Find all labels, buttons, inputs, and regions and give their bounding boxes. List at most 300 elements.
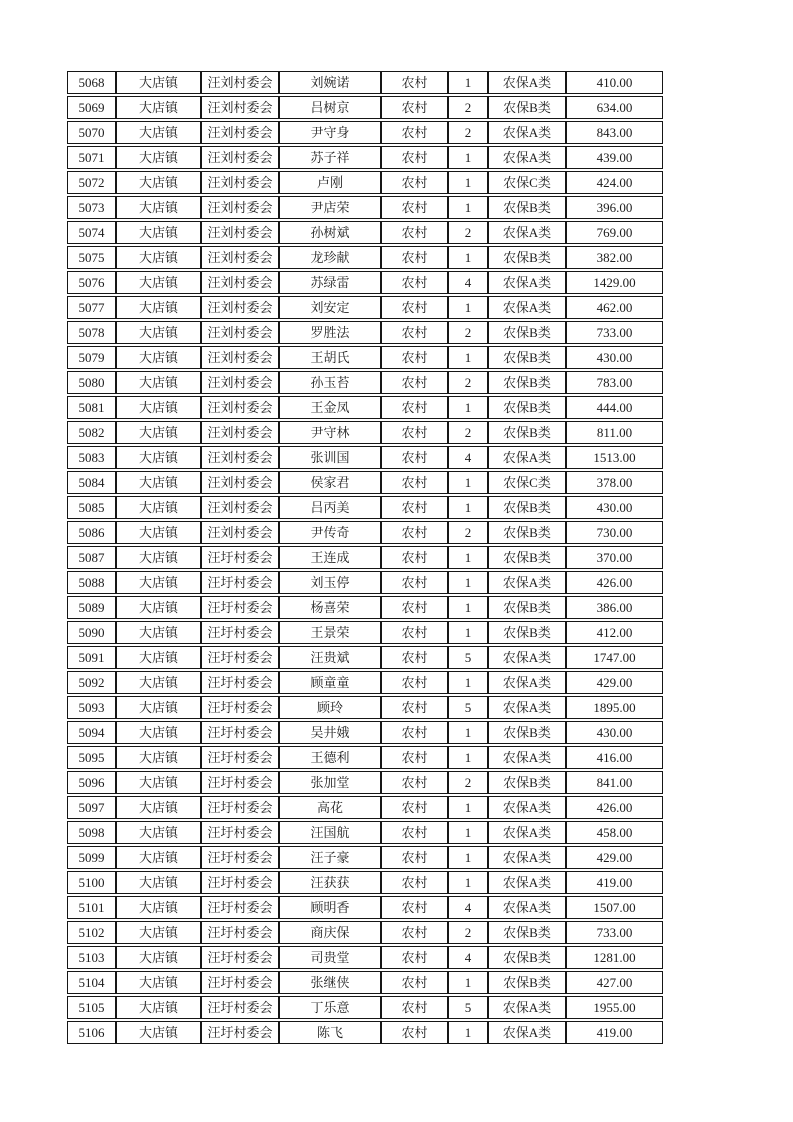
serial-cell: 5076 bbox=[67, 271, 116, 294]
person-name-cell: 司贵堂 bbox=[279, 946, 381, 969]
amount-cell: 730.00 bbox=[566, 521, 663, 544]
village-committee-cell: 汪圩村委会 bbox=[201, 921, 279, 944]
town-cell: 大店镇 bbox=[116, 196, 201, 219]
insurance-category-cell: 农保B类 bbox=[488, 596, 566, 619]
town-cell: 大店镇 bbox=[116, 846, 201, 869]
person-count-cell: 1 bbox=[448, 146, 488, 169]
residence-type-cell: 农村 bbox=[381, 221, 448, 244]
insurance-category-cell: 农保B类 bbox=[488, 246, 566, 269]
person-count-cell: 4 bbox=[448, 446, 488, 469]
amount-cell: 429.00 bbox=[566, 671, 663, 694]
table-row bbox=[67, 721, 663, 744]
serial-cell: 5079 bbox=[67, 346, 116, 369]
village-committee-cell: 汪圩村委会 bbox=[201, 596, 279, 619]
person-name-cell: 吕树京 bbox=[279, 96, 381, 119]
person-count-cell: 1 bbox=[448, 471, 488, 494]
amount-cell: 769.00 bbox=[566, 221, 663, 244]
insurance-category-cell: 农保A类 bbox=[488, 271, 566, 294]
serial-cell: 5101 bbox=[67, 896, 116, 919]
town-cell: 大店镇 bbox=[116, 371, 201, 394]
village-committee-cell: 汪圩村委会 bbox=[201, 1021, 279, 1044]
town-cell: 大店镇 bbox=[116, 771, 201, 794]
village-committee-cell: 汪圩村委会 bbox=[201, 546, 279, 569]
town-cell: 大店镇 bbox=[116, 796, 201, 819]
insurance-category-cell: 农保A类 bbox=[488, 646, 566, 669]
insurance-category-cell: 农保A类 bbox=[488, 696, 566, 719]
insurance-category-cell: 农保A类 bbox=[488, 71, 566, 94]
residence-type-cell: 农村 bbox=[381, 971, 448, 994]
person-name-cell: 刘玉停 bbox=[279, 571, 381, 594]
table-row bbox=[67, 946, 663, 969]
residence-type-cell: 农村 bbox=[381, 346, 448, 369]
residence-type-cell: 农村 bbox=[381, 621, 448, 644]
town-cell: 大店镇 bbox=[116, 671, 201, 694]
table-body bbox=[67, 71, 663, 1044]
town-cell: 大店镇 bbox=[116, 546, 201, 569]
person-name-cell: 商庆保 bbox=[279, 921, 381, 944]
insurance-category-cell: 农保A类 bbox=[488, 796, 566, 819]
amount-cell: 1513.00 bbox=[566, 446, 663, 469]
amount-cell: 370.00 bbox=[566, 546, 663, 569]
residence-type-cell: 农村 bbox=[381, 1021, 448, 1044]
amount-cell: 386.00 bbox=[566, 596, 663, 619]
amount-cell: 430.00 bbox=[566, 721, 663, 744]
table-row bbox=[67, 896, 663, 919]
village-committee-cell: 汪刘村委会 bbox=[201, 296, 279, 319]
serial-cell: 5099 bbox=[67, 846, 116, 869]
amount-cell: 416.00 bbox=[566, 746, 663, 769]
town-cell: 大店镇 bbox=[116, 896, 201, 919]
amount-cell: 444.00 bbox=[566, 396, 663, 419]
person-count-cell: 1 bbox=[448, 821, 488, 844]
residence-type-cell: 农村 bbox=[381, 871, 448, 894]
village-committee-cell: 汪刘村委会 bbox=[201, 271, 279, 294]
person-count-cell: 4 bbox=[448, 946, 488, 969]
village-committee-cell: 汪刘村委会 bbox=[201, 446, 279, 469]
town-cell: 大店镇 bbox=[116, 571, 201, 594]
person-name-cell: 王景荣 bbox=[279, 621, 381, 644]
insurance-category-cell: 农保B类 bbox=[488, 96, 566, 119]
residence-type-cell: 农村 bbox=[381, 996, 448, 1019]
residence-type-cell: 农村 bbox=[381, 446, 448, 469]
amount-cell: 430.00 bbox=[566, 496, 663, 519]
residence-type-cell: 农村 bbox=[381, 271, 448, 294]
town-cell: 大店镇 bbox=[116, 621, 201, 644]
payment-roster-table bbox=[67, 69, 663, 1046]
amount-cell: 419.00 bbox=[566, 1021, 663, 1044]
person-name-cell: 王金凤 bbox=[279, 396, 381, 419]
serial-cell: 5090 bbox=[67, 621, 116, 644]
village-committee-cell: 汪圩村委会 bbox=[201, 971, 279, 994]
person-name-cell: 孙玉苔 bbox=[279, 371, 381, 394]
serial-cell: 5074 bbox=[67, 221, 116, 244]
town-cell: 大店镇 bbox=[116, 296, 201, 319]
table-row bbox=[67, 221, 663, 244]
insurance-category-cell: 农保B类 bbox=[488, 421, 566, 444]
table-row bbox=[67, 596, 663, 619]
insurance-category-cell: 农保B类 bbox=[488, 321, 566, 344]
village-committee-cell: 汪刘村委会 bbox=[201, 396, 279, 419]
serial-cell: 5104 bbox=[67, 971, 116, 994]
person-name-cell: 张训国 bbox=[279, 446, 381, 469]
table-row bbox=[67, 521, 663, 544]
person-count-cell: 1 bbox=[448, 196, 488, 219]
insurance-category-cell: 农保C类 bbox=[488, 171, 566, 194]
residence-type-cell: 农村 bbox=[381, 71, 448, 94]
insurance-category-cell: 农保B类 bbox=[488, 546, 566, 569]
amount-cell: 410.00 bbox=[566, 71, 663, 94]
serial-cell: 5071 bbox=[67, 146, 116, 169]
table-row bbox=[67, 796, 663, 819]
insurance-category-cell: 农保B类 bbox=[488, 196, 566, 219]
table-row bbox=[67, 271, 663, 294]
residence-type-cell: 农村 bbox=[381, 546, 448, 569]
village-committee-cell: 汪圩村委会 bbox=[201, 746, 279, 769]
serial-cell: 5091 bbox=[67, 646, 116, 669]
village-committee-cell: 汪圩村委会 bbox=[201, 896, 279, 919]
village-committee-cell: 汪刘村委会 bbox=[201, 521, 279, 544]
person-name-cell: 杨喜荣 bbox=[279, 596, 381, 619]
village-committee-cell: 汪圩村委会 bbox=[201, 696, 279, 719]
serial-cell: 5100 bbox=[67, 871, 116, 894]
serial-cell: 5085 bbox=[67, 496, 116, 519]
village-committee-cell: 汪圩村委会 bbox=[201, 771, 279, 794]
person-count-cell: 4 bbox=[448, 896, 488, 919]
residence-type-cell: 农村 bbox=[381, 496, 448, 519]
town-cell: 大店镇 bbox=[116, 921, 201, 944]
insurance-category-cell: 农保B类 bbox=[488, 346, 566, 369]
table-row bbox=[67, 171, 663, 194]
village-committee-cell: 汪圩村委会 bbox=[201, 571, 279, 594]
person-name-cell: 吕丙美 bbox=[279, 496, 381, 519]
serial-cell: 5092 bbox=[67, 671, 116, 694]
person-count-cell: 2 bbox=[448, 96, 488, 119]
village-committee-cell: 汪刘村委会 bbox=[201, 196, 279, 219]
insurance-category-cell: 农保A类 bbox=[488, 121, 566, 144]
village-committee-cell: 汪刘村委会 bbox=[201, 471, 279, 494]
person-count-cell: 4 bbox=[448, 271, 488, 294]
person-name-cell: 尹守林 bbox=[279, 421, 381, 444]
residence-type-cell: 农村 bbox=[381, 421, 448, 444]
residence-type-cell: 农村 bbox=[381, 921, 448, 944]
residence-type-cell: 农村 bbox=[381, 321, 448, 344]
amount-cell: 843.00 bbox=[566, 121, 663, 144]
person-count-cell: 1 bbox=[448, 546, 488, 569]
person-name-cell: 顾玲 bbox=[279, 696, 381, 719]
table-row bbox=[67, 1021, 663, 1044]
village-committee-cell: 汪刘村委会 bbox=[201, 121, 279, 144]
village-committee-cell: 汪刘村委会 bbox=[201, 246, 279, 269]
table-row bbox=[67, 621, 663, 644]
town-cell: 大店镇 bbox=[116, 496, 201, 519]
insurance-category-cell: 农保A类 bbox=[488, 821, 566, 844]
person-count-cell: 1 bbox=[448, 596, 488, 619]
table-row bbox=[67, 371, 663, 394]
table-row bbox=[67, 671, 663, 694]
person-name-cell: 刘安定 bbox=[279, 296, 381, 319]
village-committee-cell: 汪圩村委会 bbox=[201, 796, 279, 819]
town-cell: 大店镇 bbox=[116, 996, 201, 1019]
table-row bbox=[67, 96, 663, 119]
village-committee-cell: 汪刘村委会 bbox=[201, 146, 279, 169]
town-cell: 大店镇 bbox=[116, 346, 201, 369]
insurance-category-cell: 农保A类 bbox=[488, 671, 566, 694]
person-name-cell: 丁乐意 bbox=[279, 996, 381, 1019]
village-committee-cell: 汪圩村委会 bbox=[201, 721, 279, 744]
person-count-cell: 1 bbox=[448, 396, 488, 419]
person-count-cell: 2 bbox=[448, 921, 488, 944]
amount-cell: 426.00 bbox=[566, 571, 663, 594]
serial-cell: 5083 bbox=[67, 446, 116, 469]
serial-cell: 5069 bbox=[67, 96, 116, 119]
table-row bbox=[67, 471, 663, 494]
insurance-category-cell: 农保B类 bbox=[488, 371, 566, 394]
amount-cell: 811.00 bbox=[566, 421, 663, 444]
village-committee-cell: 汪刘村委会 bbox=[201, 421, 279, 444]
serial-cell: 5068 bbox=[67, 71, 116, 94]
residence-type-cell: 农村 bbox=[381, 521, 448, 544]
residence-type-cell: 农村 bbox=[381, 721, 448, 744]
person-count-cell: 1 bbox=[448, 171, 488, 194]
village-committee-cell: 汪刘村委会 bbox=[201, 71, 279, 94]
village-committee-cell: 汪刘村委会 bbox=[201, 321, 279, 344]
town-cell: 大店镇 bbox=[116, 721, 201, 744]
amount-cell: 382.00 bbox=[566, 246, 663, 269]
amount-cell: 424.00 bbox=[566, 171, 663, 194]
table-row bbox=[67, 646, 663, 669]
town-cell: 大店镇 bbox=[116, 446, 201, 469]
insurance-category-cell: 农保A类 bbox=[488, 146, 566, 169]
residence-type-cell: 农村 bbox=[381, 171, 448, 194]
person-name-cell: 王连成 bbox=[279, 546, 381, 569]
person-count-cell: 2 bbox=[448, 521, 488, 544]
insurance-category-cell: 农保B类 bbox=[488, 946, 566, 969]
person-count-cell: 1 bbox=[448, 296, 488, 319]
person-name-cell: 刘婉诺 bbox=[279, 71, 381, 94]
residence-type-cell: 农村 bbox=[381, 671, 448, 694]
residence-type-cell: 农村 bbox=[381, 146, 448, 169]
town-cell: 大店镇 bbox=[116, 146, 201, 169]
village-committee-cell: 汪刘村委会 bbox=[201, 221, 279, 244]
amount-cell: 429.00 bbox=[566, 846, 663, 869]
village-committee-cell: 汪圩村委会 bbox=[201, 946, 279, 969]
person-count-cell: 1 bbox=[448, 621, 488, 644]
amount-cell: 1747.00 bbox=[566, 646, 663, 669]
residence-type-cell: 农村 bbox=[381, 821, 448, 844]
serial-cell: 5072 bbox=[67, 171, 116, 194]
person-name-cell: 龙珍献 bbox=[279, 246, 381, 269]
table-row bbox=[67, 571, 663, 594]
table-row bbox=[67, 121, 663, 144]
town-cell: 大店镇 bbox=[116, 646, 201, 669]
person-name-cell: 罗胜法 bbox=[279, 321, 381, 344]
person-count-cell: 2 bbox=[448, 371, 488, 394]
person-count-cell: 1 bbox=[448, 346, 488, 369]
village-committee-cell: 汪圩村委会 bbox=[201, 646, 279, 669]
town-cell: 大店镇 bbox=[116, 696, 201, 719]
serial-cell: 5080 bbox=[67, 371, 116, 394]
person-count-cell: 1 bbox=[448, 671, 488, 694]
insurance-category-cell: 农保B类 bbox=[488, 396, 566, 419]
person-name-cell: 卢刚 bbox=[279, 171, 381, 194]
town-cell: 大店镇 bbox=[116, 421, 201, 444]
person-count-cell: 2 bbox=[448, 221, 488, 244]
village-committee-cell: 汪刘村委会 bbox=[201, 96, 279, 119]
town-cell: 大店镇 bbox=[116, 746, 201, 769]
residence-type-cell: 农村 bbox=[381, 596, 448, 619]
person-count-cell: 1 bbox=[448, 796, 488, 819]
table-row bbox=[67, 321, 663, 344]
amount-cell: 462.00 bbox=[566, 296, 663, 319]
table-row bbox=[67, 421, 663, 444]
residence-type-cell: 农村 bbox=[381, 246, 448, 269]
serial-cell: 5103 bbox=[67, 946, 116, 969]
person-name-cell: 尹守身 bbox=[279, 121, 381, 144]
table-row bbox=[67, 971, 663, 994]
table-row bbox=[67, 871, 663, 894]
person-count-cell: 1 bbox=[448, 571, 488, 594]
town-cell: 大店镇 bbox=[116, 271, 201, 294]
insurance-category-cell: 农保B类 bbox=[488, 496, 566, 519]
insurance-category-cell: 农保A类 bbox=[488, 221, 566, 244]
amount-cell: 396.00 bbox=[566, 196, 663, 219]
village-committee-cell: 汪圩村委会 bbox=[201, 996, 279, 1019]
town-cell: 大店镇 bbox=[116, 321, 201, 344]
residence-type-cell: 农村 bbox=[381, 571, 448, 594]
table-row bbox=[67, 696, 663, 719]
person-name-cell: 孙树斌 bbox=[279, 221, 381, 244]
table-row bbox=[67, 396, 663, 419]
residence-type-cell: 农村 bbox=[381, 96, 448, 119]
amount-cell: 634.00 bbox=[566, 96, 663, 119]
person-count-cell: 1 bbox=[448, 746, 488, 769]
residence-type-cell: 农村 bbox=[381, 746, 448, 769]
person-name-cell: 张加堂 bbox=[279, 771, 381, 794]
table-row bbox=[67, 821, 663, 844]
amount-cell: 1429.00 bbox=[566, 271, 663, 294]
insurance-category-cell: 农保B类 bbox=[488, 521, 566, 544]
residence-type-cell: 农村 bbox=[381, 471, 448, 494]
residence-type-cell: 农村 bbox=[381, 121, 448, 144]
town-cell: 大店镇 bbox=[116, 246, 201, 269]
person-count-cell: 1 bbox=[448, 71, 488, 94]
serial-cell: 5094 bbox=[67, 721, 116, 744]
serial-cell: 5075 bbox=[67, 246, 116, 269]
amount-cell: 378.00 bbox=[566, 471, 663, 494]
amount-cell: 426.00 bbox=[566, 796, 663, 819]
amount-cell: 1281.00 bbox=[566, 946, 663, 969]
residence-type-cell: 农村 bbox=[381, 771, 448, 794]
amount-cell: 1507.00 bbox=[566, 896, 663, 919]
person-name-cell: 吴井娥 bbox=[279, 721, 381, 744]
amount-cell: 733.00 bbox=[566, 921, 663, 944]
serial-cell: 5102 bbox=[67, 921, 116, 944]
insurance-category-cell: 农保B类 bbox=[488, 771, 566, 794]
insurance-category-cell: 农保A类 bbox=[488, 296, 566, 319]
amount-cell: 841.00 bbox=[566, 771, 663, 794]
village-committee-cell: 汪圩村委会 bbox=[201, 621, 279, 644]
serial-cell: 5089 bbox=[67, 596, 116, 619]
village-committee-cell: 汪圩村委会 bbox=[201, 871, 279, 894]
table-row bbox=[67, 296, 663, 319]
insurance-category-cell: 农保A类 bbox=[488, 896, 566, 919]
person-count-cell: 1 bbox=[448, 246, 488, 269]
residence-type-cell: 农村 bbox=[381, 796, 448, 819]
serial-cell: 5097 bbox=[67, 796, 116, 819]
person-name-cell: 汪获获 bbox=[279, 871, 381, 894]
insurance-category-cell: 农保A类 bbox=[488, 571, 566, 594]
residence-type-cell: 农村 bbox=[381, 696, 448, 719]
serial-cell: 5087 bbox=[67, 546, 116, 569]
person-name-cell: 尹店荣 bbox=[279, 196, 381, 219]
person-count-cell: 1 bbox=[448, 496, 488, 519]
table-row bbox=[67, 996, 663, 1019]
amount-cell: 412.00 bbox=[566, 621, 663, 644]
serial-cell: 5093 bbox=[67, 696, 116, 719]
residence-type-cell: 农村 bbox=[381, 396, 448, 419]
person-count-cell: 1 bbox=[448, 721, 488, 744]
village-committee-cell: 汪刘村委会 bbox=[201, 371, 279, 394]
insurance-category-cell: 农保C类 bbox=[488, 471, 566, 494]
table-row bbox=[67, 496, 663, 519]
insurance-category-cell: 农保B类 bbox=[488, 721, 566, 744]
person-name-cell: 王胡氏 bbox=[279, 346, 381, 369]
serial-cell: 5088 bbox=[67, 571, 116, 594]
town-cell: 大店镇 bbox=[116, 96, 201, 119]
serial-cell: 5086 bbox=[67, 521, 116, 544]
person-name-cell: 侯家君 bbox=[279, 471, 381, 494]
person-count-cell: 5 bbox=[448, 696, 488, 719]
person-count-cell: 5 bbox=[448, 996, 488, 1019]
amount-cell: 733.00 bbox=[566, 321, 663, 344]
person-name-cell: 汪国航 bbox=[279, 821, 381, 844]
insurance-category-cell: 农保A类 bbox=[488, 1021, 566, 1044]
table-row bbox=[67, 446, 663, 469]
serial-cell: 5096 bbox=[67, 771, 116, 794]
table-row bbox=[67, 71, 663, 94]
serial-cell: 5081 bbox=[67, 396, 116, 419]
amount-cell: 1955.00 bbox=[566, 996, 663, 1019]
serial-cell: 5078 bbox=[67, 321, 116, 344]
table-row bbox=[67, 246, 663, 269]
serial-cell: 5084 bbox=[67, 471, 116, 494]
insurance-category-cell: 农保B类 bbox=[488, 921, 566, 944]
person-name-cell: 高花 bbox=[279, 796, 381, 819]
person-count-cell: 5 bbox=[448, 646, 488, 669]
serial-cell: 5106 bbox=[67, 1021, 116, 1044]
person-name-cell: 尹传奇 bbox=[279, 521, 381, 544]
residence-type-cell: 农村 bbox=[381, 846, 448, 869]
town-cell: 大店镇 bbox=[116, 871, 201, 894]
insurance-category-cell: 农保A类 bbox=[488, 746, 566, 769]
table-row bbox=[67, 746, 663, 769]
village-committee-cell: 汪刘村委会 bbox=[201, 171, 279, 194]
village-committee-cell: 汪刘村委会 bbox=[201, 496, 279, 519]
village-committee-cell: 汪圩村委会 bbox=[201, 846, 279, 869]
insurance-category-cell: 农保A类 bbox=[488, 996, 566, 1019]
table-row bbox=[67, 846, 663, 869]
person-count-cell: 2 bbox=[448, 321, 488, 344]
residence-type-cell: 农村 bbox=[381, 946, 448, 969]
person-name-cell: 汪子豪 bbox=[279, 846, 381, 869]
person-name-cell: 顾明香 bbox=[279, 896, 381, 919]
town-cell: 大店镇 bbox=[116, 596, 201, 619]
serial-cell: 5070 bbox=[67, 121, 116, 144]
residence-type-cell: 农村 bbox=[381, 371, 448, 394]
serial-cell: 5082 bbox=[67, 421, 116, 444]
insurance-category-cell: 农保A类 bbox=[488, 871, 566, 894]
serial-cell: 5073 bbox=[67, 196, 116, 219]
